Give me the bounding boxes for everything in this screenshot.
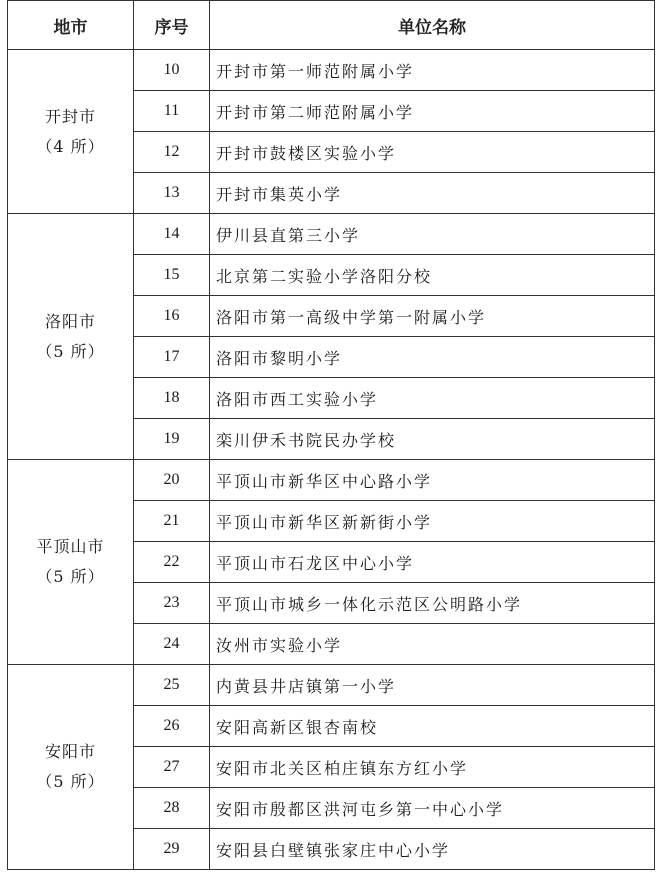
school-name: 汝州市实验小学: [210, 624, 655, 665]
school-name: 安阳县白壁镇张家庄中心小学: [210, 829, 655, 870]
city-name: 洛阳市: [44, 311, 96, 331]
row-number: 23: [134, 583, 210, 624]
row-number: 16: [134, 296, 210, 337]
school-name: 安阳市北关区柏庄镇东方红小学: [210, 747, 655, 788]
row-number: 21: [134, 501, 210, 542]
school-name: 洛阳市第一高级中学第一附属小学: [210, 296, 655, 337]
school-name: 开封市第二师范附属小学: [210, 91, 655, 132]
school-name: 开封市集英小学: [210, 173, 655, 214]
header-number: 序号: [134, 1, 210, 50]
table-row: [8, 50, 655, 91]
school-name: 安阳高新区银杏南校: [210, 706, 655, 747]
row-number: 14: [134, 214, 210, 255]
row-number: 15: [134, 255, 210, 296]
city-name: 安阳市: [44, 742, 96, 761]
school-name: 安阳市殷都区洪河屯乡第一中心小学: [210, 788, 655, 829]
school-name: 内黄县井店镇第一小学: [210, 665, 655, 706]
school-name: 伊川县直第三小学: [210, 214, 655, 255]
school-name: 北京第二实验小学洛阳分校: [210, 255, 655, 296]
school-name: 平顶山市新华区新新街小学: [210, 501, 655, 542]
school-list-table: [7, 0, 655, 870]
row-number: 11: [134, 91, 210, 132]
school-name: 洛阳市黎明小学: [210, 337, 655, 378]
city-school-count: （5 所）: [36, 772, 105, 791]
table-header-row: [8, 1, 655, 50]
table-row: [8, 214, 655, 255]
row-number: 12: [134, 132, 210, 173]
school-name: 平顶山市城乡一体化示范区公明路小学: [210, 583, 655, 624]
school-name: 开封市鼓楼区实验小学: [210, 132, 655, 173]
row-number: 22: [134, 542, 210, 583]
row-number: 13: [134, 173, 210, 214]
row-number: 17: [134, 337, 210, 378]
row-number: 20: [134, 460, 210, 501]
school-name: 平顶山市石龙区中心小学: [210, 542, 655, 583]
row-number: 24: [134, 624, 210, 665]
city-school-count: （5 所）: [36, 567, 105, 586]
school-name: 平顶山市新华区中心路小学: [210, 460, 655, 501]
row-number: 25: [134, 665, 210, 706]
row-number: 27: [134, 747, 210, 788]
table-row: [8, 460, 655, 501]
school-name: 栾川伊禾书院民办学校: [210, 419, 655, 460]
row-number: 19: [134, 419, 210, 460]
city-name: 开封市: [44, 106, 96, 126]
row-number: 29: [134, 829, 210, 870]
city-name: 平顶山市: [36, 537, 105, 556]
header-city: 地市: [8, 1, 134, 50]
header-name: 单位名称: [210, 1, 655, 50]
row-number: 26: [134, 706, 210, 747]
row-number: 28: [134, 788, 210, 829]
school-name: 开封市第一师范附属小学: [210, 50, 655, 91]
city-school-count: （4 所）: [36, 136, 105, 156]
city-cell: [8, 460, 134, 665]
table-body: [8, 50, 655, 870]
row-number: 10: [134, 50, 210, 91]
table-row: [8, 665, 655, 706]
school-name: 洛阳市西工实验小学: [210, 378, 655, 419]
city-cell: [8, 50, 134, 214]
city-school-count: （5 所）: [36, 341, 105, 361]
row-number: 18: [134, 378, 210, 419]
city-cell: [8, 214, 134, 460]
city-cell: [8, 665, 134, 870]
